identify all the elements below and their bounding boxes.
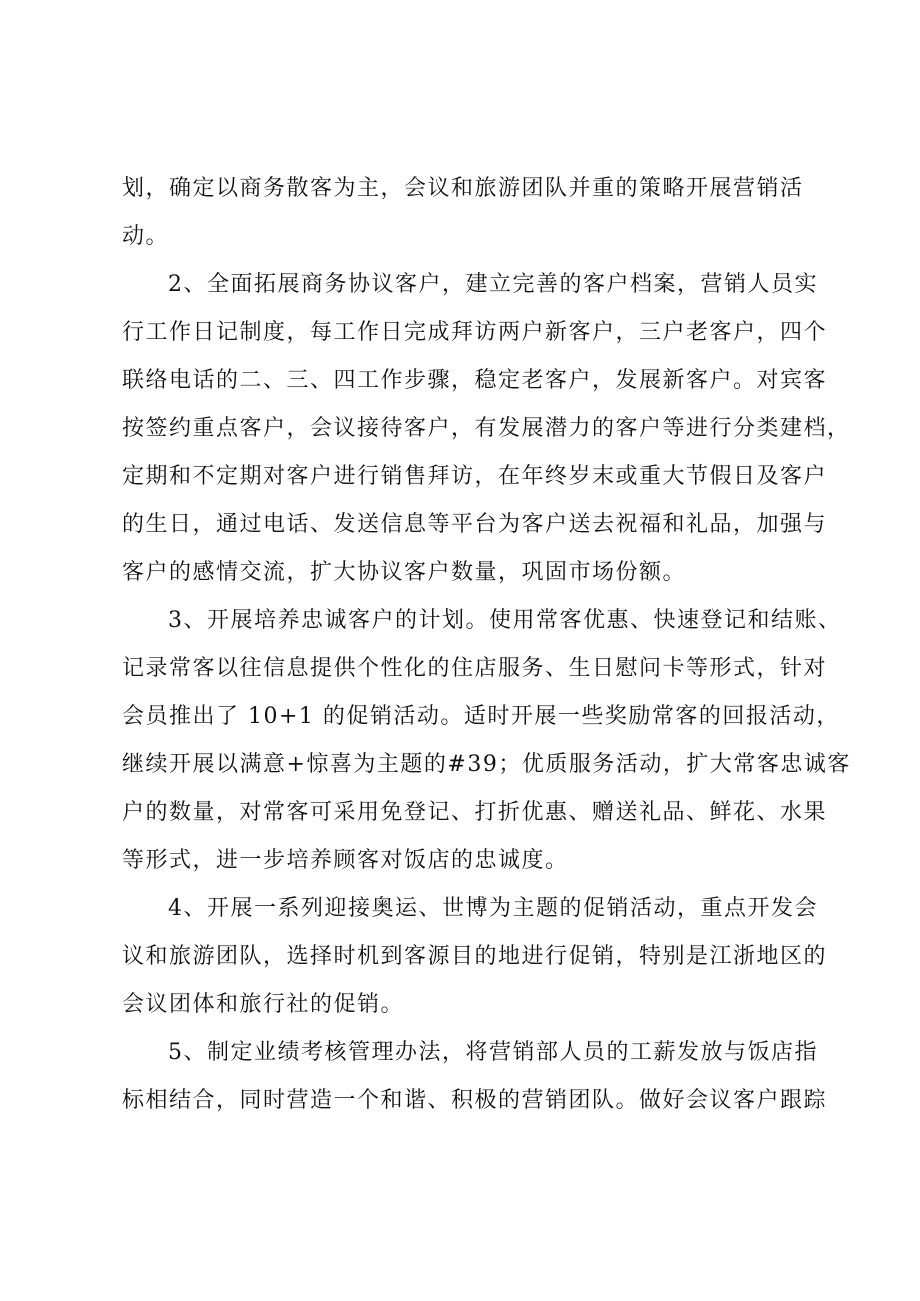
paragraph-3-line: 3、开展培养忠诚客户的计划。使用常客优惠、快速登记和结账、 <box>168 608 842 633</box>
text-line: 等形式，进一步培养顾客对饭店的忠诚度。 <box>122 848 569 873</box>
text-line: 客户的感情交流，扩大协议客户数量，巩固市场份额。 <box>122 560 687 585</box>
paragraph-2-line: 2、全面拓展商务协议客户，建立完善的客户档案，营销人员实 <box>168 272 818 297</box>
text-line: 按签约重点客户，会议接待客户，有发展潜力的客户等进行分类建档， <box>122 416 851 441</box>
paragraph-5-line: 5、制定业绩考核管理办法，将营销部人员的工薪发放与饭店指 <box>168 1040 818 1065</box>
text-line: 行工作日记制度，每工作日完成拜访两户新客户，三户老客户，四个 <box>122 320 828 345</box>
text-line: 会员推出了 10+1 的促销活动。适时开展一些奖励常客的回报活动， <box>122 704 840 729</box>
text-line: 议和旅游团队，选择时机到客源目的地进行促销，特别是江浙地区的 <box>122 944 828 969</box>
text-line: 继续开展以满意+惊喜为主题的#39；优质服务活动，扩大常客忠诚客 <box>122 752 851 777</box>
text-line: 划，确定以商务散客为主，会议和旅游团队并重的策略开展营销活 <box>122 176 804 201</box>
text-line: 会议团体和旅行社的促销。 <box>122 992 405 1017</box>
text-line: 动。 <box>122 224 170 249</box>
text-line: 标相结合，同时营造一个和谐、积极的营销团队。做好会议客户跟踪 <box>122 1088 828 1113</box>
text-line: 联络电话的二、三、四工作步骤，稳定老客户，发展新客户。对宾客 <box>122 368 828 393</box>
text-line: 的生日，通过电话、发送信息等平台为客户送去祝福和礼品，加强与 <box>122 512 828 537</box>
paragraph-4-line: 4、开展一系列迎接奥运、世博为主题的促销活动，重点开发会 <box>168 896 818 921</box>
text-line: 定期和不定期对客户进行销售拜访，在年终岁末或重大节假日及客户 <box>122 464 828 489</box>
text-line: 户的数量，对常客可采用免登记、打折优惠、赠送礼品、鲜花、水果 <box>122 800 828 825</box>
text-line: 记录常客以往信息提供个性化的住店服务、生日慰问卡等形式，针对 <box>122 656 828 681</box>
